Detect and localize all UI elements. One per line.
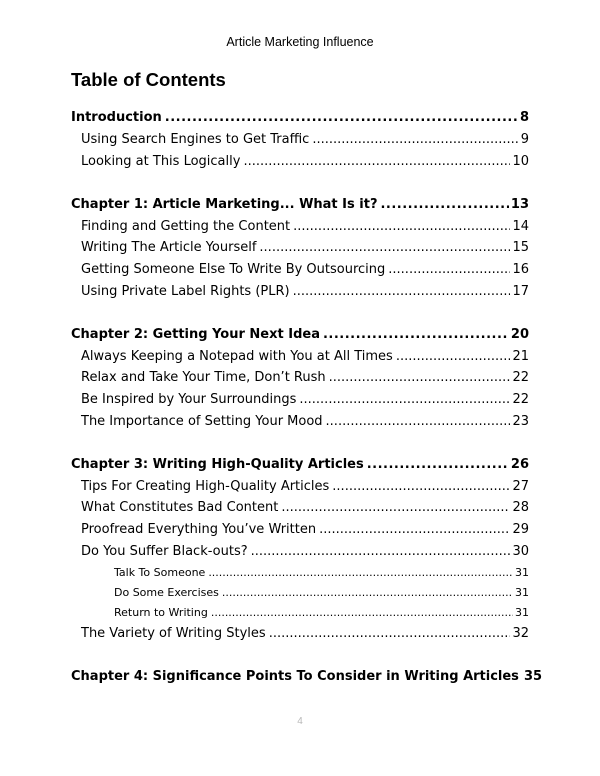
toc-entry-text: Chapter 1: Article Marketing... What Is it? <box>71 197 378 212</box>
toc-entry-page: 31 <box>515 566 529 579</box>
toc-entry-page: 35 <box>523 669 543 684</box>
toc-entry-plr[interactable] <box>0 284 600 302</box>
toc-entry-page: 15 <box>512 240 529 255</box>
toc-entry-page: 26 <box>510 457 529 472</box>
toc-entry-text: Relax and Take Your Time, Don’t Rush <box>81 370 326 385</box>
dot-leader <box>293 219 510 234</box>
toc-entry-text: Always Keeping a Notepad with You at All Times <box>81 349 393 364</box>
dot-leader <box>396 349 511 364</box>
toc-entry-exercises[interactable] <box>0 586 600 604</box>
toc-entry-text: What Constitutes Bad Content <box>81 500 279 515</box>
toc-entry-page: 14 <box>512 219 529 234</box>
toc-entry-text: Chapter 2: Getting Your Next Idea <box>71 327 320 342</box>
toc-entry-text: Do You Suffer Black-outs? <box>81 544 248 559</box>
toc-entry-text: Using Private Label Rights (PLR) <box>81 284 290 299</box>
toc-entry-text: Writing The Article Yourself <box>81 240 257 255</box>
toc-entry-page: 31 <box>515 586 529 599</box>
dot-leader <box>259 240 510 255</box>
toc-entry-tips[interactable] <box>0 479 600 497</box>
toc-entry-bad-content[interactable] <box>0 500 600 518</box>
toc-entry-page: 10 <box>512 154 529 169</box>
toc-entry-chapter-3[interactable] <box>0 457 600 475</box>
toc-entry-outsourcing[interactable] <box>0 262 600 280</box>
toc-entry-search-engines[interactable] <box>0 132 600 150</box>
toc-entry-introduction[interactable] <box>0 110 600 128</box>
dot-leader <box>208 566 513 579</box>
toc-entry-chapter-4[interactable] <box>0 669 600 687</box>
toc-entry-writing-yourself[interactable] <box>0 240 600 258</box>
dot-leader <box>293 284 511 299</box>
dot-leader <box>251 544 511 559</box>
dot-leader <box>222 586 513 599</box>
dot-leader <box>319 522 510 537</box>
running-header: Article Marketing Influence <box>226 35 374 49</box>
dot-leader <box>329 370 511 385</box>
toc-entry-inspired[interactable] <box>0 392 600 410</box>
toc-entry-page: 32 <box>512 626 529 641</box>
toc-entry-text: The Variety of Writing Styles <box>81 626 266 641</box>
toc-entry-page: 31 <box>515 606 529 619</box>
toc-entry-page: 13 <box>510 197 529 212</box>
toc-entry-chapter-2[interactable] <box>0 327 600 345</box>
dot-leader <box>312 132 518 147</box>
toc-entry-page: 21 <box>512 349 529 364</box>
toc-entry-black-outs[interactable] <box>0 544 600 562</box>
toc-entry-page: 28 <box>512 500 529 515</box>
toc-entry-return-to-writing[interactable] <box>0 606 600 624</box>
dot-leader <box>269 626 511 641</box>
toc-entry-finding-content[interactable] <box>0 219 600 237</box>
toc-entry-text: Chapter 3: Writing High-Quality Articles <box>71 457 364 472</box>
toc-entry-page: 20 <box>510 327 529 342</box>
dot-leader <box>165 110 518 125</box>
toc-entry-text: Looking at This Logically <box>81 154 241 169</box>
toc-entry-looking-logically[interactable] <box>0 154 600 172</box>
toc-entry-text: Proofread Everything You’ve Written <box>81 522 317 537</box>
toc-entry-text: Introduction <box>71 110 162 125</box>
toc-entry-text: Return to Writing <box>114 606 208 619</box>
toc-entry-page: 30 <box>512 544 529 559</box>
toc-entry-text: Tips For Creating High-Quality Articles <box>81 479 330 494</box>
toc-entry-text: The Importance of Setting Your Mood <box>81 414 323 429</box>
toc-entry-text: Chapter 4: Significance Points To Consider in Writing Articles <box>71 669 519 684</box>
toc-entry-page: 23 <box>512 414 529 429</box>
toc-entry-page: 8 <box>519 110 529 125</box>
toc-entry-text: Be Inspired by Your Surroundings <box>81 392 297 407</box>
toc-entry-chapter-1[interactable] <box>0 197 600 215</box>
toc-entry-page: 22 <box>512 370 529 385</box>
toc-entry-notepad[interactable] <box>0 349 600 367</box>
dot-leader <box>211 606 513 619</box>
page-number: 4 <box>297 716 303 727</box>
dot-leader <box>332 479 510 494</box>
toc-entry-page: 9 <box>520 132 529 147</box>
toc-entry-mood[interactable] <box>0 414 600 432</box>
dot-leader <box>388 262 510 277</box>
dot-leader <box>299 392 510 407</box>
toc-entry-talk-to-someone[interactable] <box>0 566 600 584</box>
toc-entry-page: 29 <box>512 522 529 537</box>
dot-leader <box>326 414 511 429</box>
toc-entry-page: 17 <box>512 284 529 299</box>
toc-entry-page: 16 <box>512 262 529 277</box>
toc-entry-text: Talk To Someone <box>114 566 206 579</box>
dot-leader <box>243 154 510 169</box>
toc-entry-text: Getting Someone Else To Write By Outsourcing <box>81 262 386 277</box>
toc-entry-proofread[interactable] <box>0 522 600 540</box>
toc-entry-text: Finding and Getting the Content <box>81 219 291 234</box>
dot-leader <box>380 197 508 212</box>
toc-entry-page: 27 <box>512 479 529 494</box>
toc-entry-page: 22 <box>512 392 529 407</box>
toc-entry-text: Do Some Exercises <box>114 586 219 599</box>
toc-entry-relax[interactable] <box>0 370 600 388</box>
toc-title: Table of Contents <box>71 69 226 90</box>
toc-entry-writing-styles[interactable] <box>0 626 600 644</box>
dot-leader <box>367 457 509 472</box>
toc-entry-text: Using Search Engines to Get Traffic <box>81 132 310 147</box>
dot-leader <box>323 327 509 342</box>
dot-leader <box>281 500 510 515</box>
